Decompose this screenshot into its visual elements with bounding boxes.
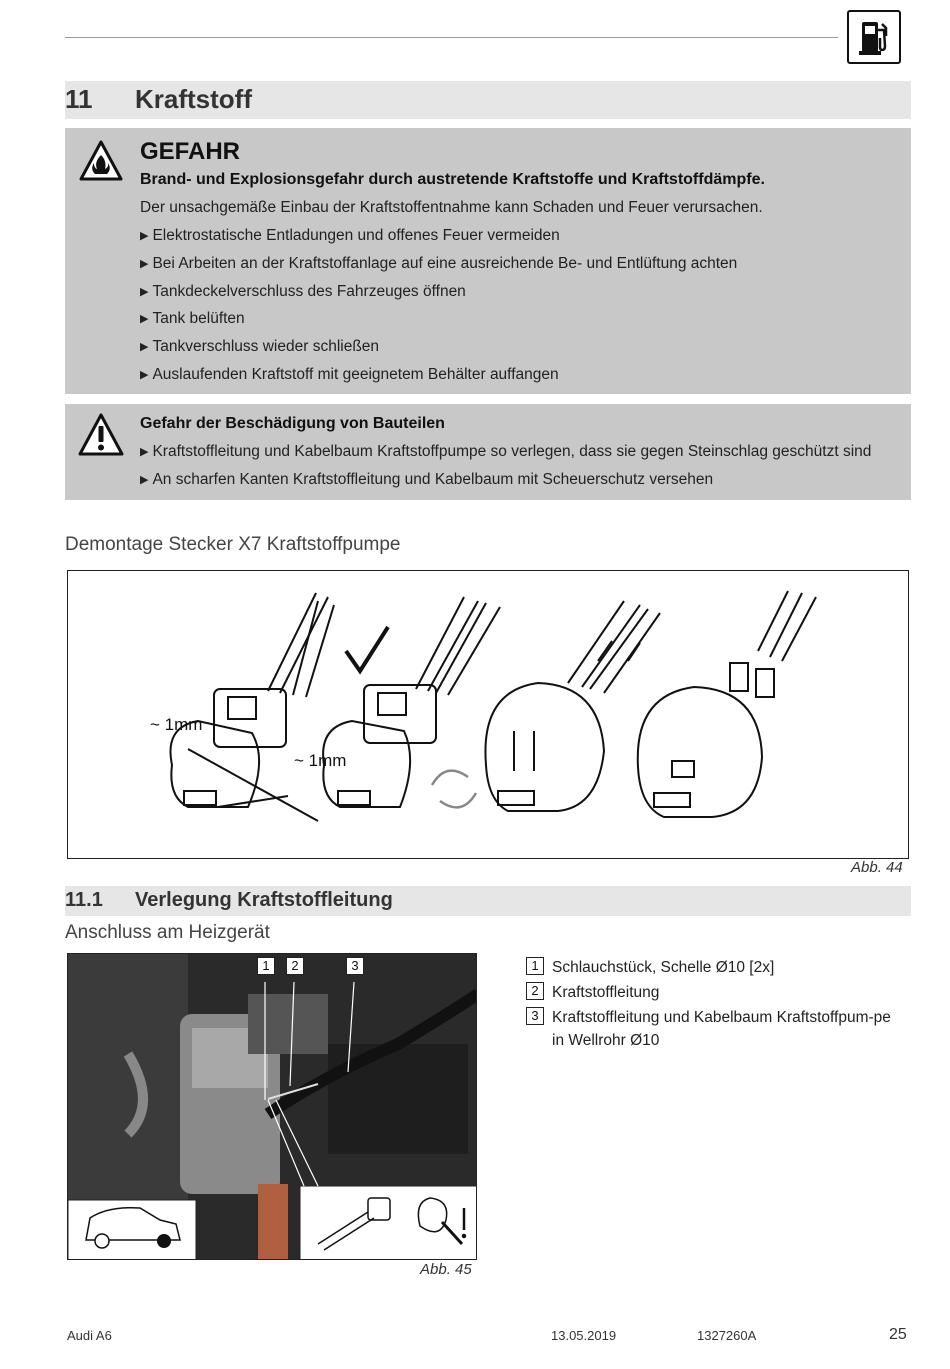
danger-bullet: ▶ Tankdeckelverschluss des Fahrzeuges öffnen: [140, 283, 466, 301]
callout-2: 2: [286, 957, 304, 975]
danger-subheading: Brand- und Explosionsgefahr durch austretende Kraftstoffe und Kraftstoffdämpfe.: [140, 171, 765, 188]
subsection-caption: Anschluss am Heizgerät: [65, 922, 270, 943]
damage-heading: Gefahr der Beschädigung von Bauteilen: [140, 415, 445, 432]
header-rule: [65, 37, 838, 38]
figure1-number: Abb. 44: [851, 859, 903, 876]
page-number: 25: [889, 1326, 907, 1343]
legend-text: Kraftstoffleitung und Kabelbaum Kraftstoffpum-pe in Wellrohr Ø10: [552, 1009, 891, 1049]
danger-heading: GEFAHR: [140, 138, 241, 165]
danger-bullet: ▶ Auslaufenden Kraftstoff mit geeignetem Behälter auffangen: [140, 366, 559, 384]
heater-connection-photo: [67, 953, 477, 1260]
footer-doc-number: 1327260A: [697, 1328, 757, 1343]
subsection-number: 11.1: [65, 889, 103, 911]
gap-label-a: ~ 1mm: [150, 715, 203, 734]
fuel-pump-icon: [847, 10, 901, 64]
footer-date: 13.05.2019: [551, 1328, 617, 1343]
danger-bullet: ▶ Elektrostatische Entladungen und offenes Feuer vermeiden: [140, 227, 560, 245]
connector-removal-illustration: [67, 570, 909, 859]
danger-bullet: ▶ Tank belüften: [140, 310, 245, 328]
subsection-title: Verlegung Kraftstoffleitung: [135, 889, 393, 911]
legend-number: 3: [526, 1007, 544, 1025]
danger-text: Der unsachgemäße Einbau der Kraftstoffentnahme kann Schaden und Feuer verursachen.: [140, 199, 763, 216]
footer-model: Audi A6: [67, 1328, 112, 1343]
danger-bullet: ▶ Bei Arbeiten an der Kraftstoffanlage auf eine ausreichende Be- und Entlüftung achten: [140, 255, 737, 273]
figure1-caption: Demontage Stecker X7 Kraftstoffpumpe: [65, 534, 401, 555]
legend-text: Schlauchstück, Schelle Ø10 [2x]: [552, 959, 775, 976]
gap-label-b: ~ 1mm: [294, 751, 347, 770]
callout-3: 3: [346, 957, 364, 975]
damage-bullet: ▶ Kraftstoffleitung und Kabelbaum Kraftstoffpumpe so verlegen, dass sie gegen Steinschlag geschützt sind: [140, 443, 871, 461]
legend-text: Kraftstoffleitung: [552, 984, 660, 1001]
legend-number: 1: [526, 957, 544, 975]
legend-number: 2: [526, 982, 544, 1000]
damage-bullet: ▶ An scharfen Kanten Kraftstoffleitung und Kabelbaum mit Scheuerschutz versehen: [140, 471, 713, 489]
chapter-number: 11: [65, 84, 93, 114]
callout-1: 1: [257, 957, 275, 975]
figure2-number: Abb. 45: [420, 1261, 472, 1278]
danger-bullet: ▶ Tankverschluss wieder schließen: [140, 338, 379, 356]
fire-warning-icon: [79, 139, 123, 188]
chapter-title: Kraftstoff: [135, 84, 252, 114]
caution-icon: [77, 412, 125, 463]
